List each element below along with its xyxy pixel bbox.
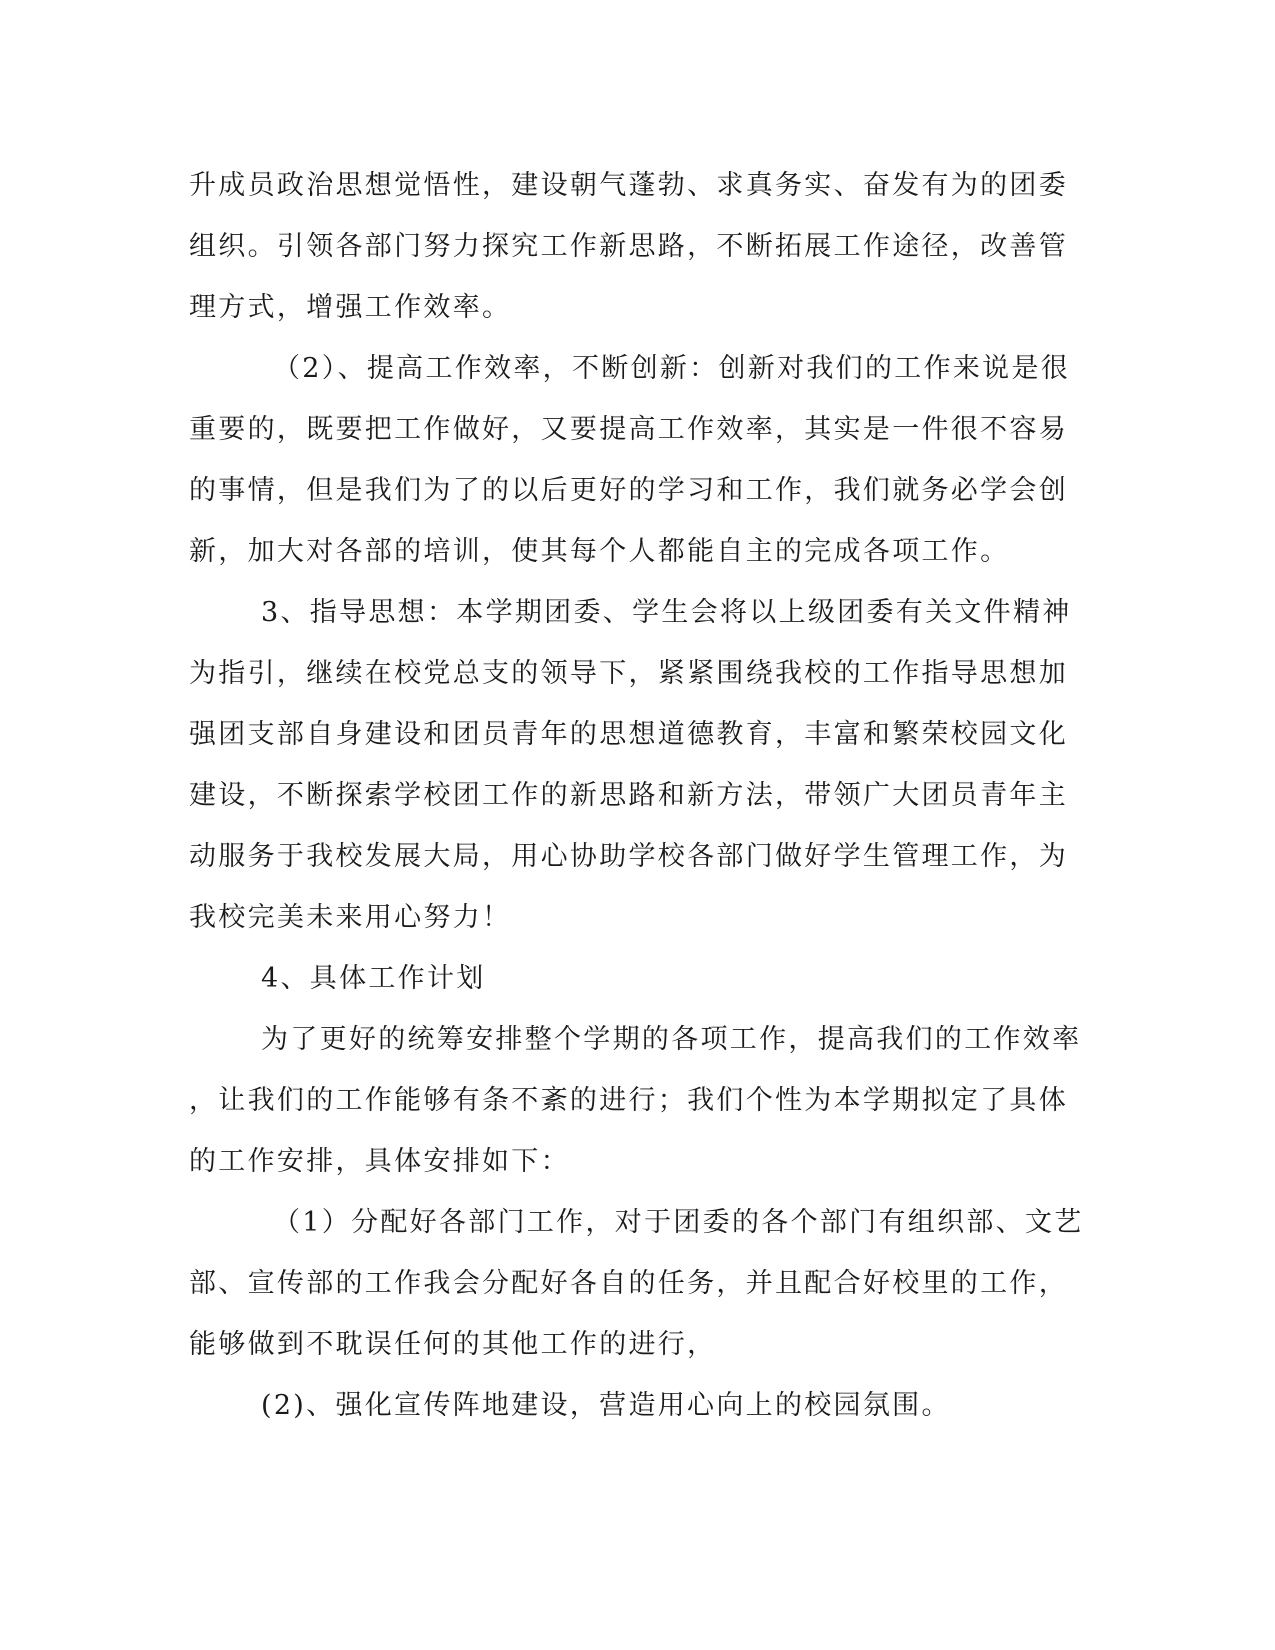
text-line-1: 升成员政治思想觉悟性，建设朝气蓬勃、求真务实、奋发有为的团委 bbox=[189, 170, 1068, 201]
text-line-17: 的工作安排，具体安排如下： bbox=[189, 1146, 570, 1177]
text-line-15: 为了更好的统筹安排整个学期的各项工作，提高我们的工作效率 bbox=[261, 1024, 1082, 1055]
text-line-11: 建设，不断探索学校团工作的新思路和新方法，带领广大团员青年主 bbox=[189, 780, 1068, 811]
document-body bbox=[189, 155, 1084, 1436]
text-line-12: 动服务于我校发展大局，用心协助学校各部门做好学生管理工作，为 bbox=[189, 841, 1068, 872]
text-line-5: 重要的，既要把工作做好，又要提高工作效率，其实是一件很不容易 bbox=[189, 414, 1068, 445]
text-line-3: 理方式，增强工作效率。 bbox=[189, 292, 512, 323]
text-line-10: 强团支部自身建设和团员青年的思想道德教育，丰富和繁荣校园文化 bbox=[189, 719, 1068, 750]
text-line-8: 3、指导思想：本学期团委、学生会将以上级团委有关文件精神 bbox=[261, 597, 1072, 628]
text-line-9: 为指引，继续在校党总支的领导下，紧紧围绕我校的工作指导思想加 bbox=[189, 658, 1068, 689]
text-line-2: 组织。引领各部门努力探究工作新思路，不断拓展工作途径，改善管 bbox=[189, 231, 1068, 262]
text-line-6: 的事情，但是我们为了的以后更好的学习和工作，我们就务必学会创 bbox=[189, 475, 1068, 506]
text-line-7: 新，加大对各部的培训，使其每个人都能自主的完成各项工作。 bbox=[189, 536, 1010, 567]
text-line-20: 能够做到不耽误任何的其他工作的进行， bbox=[189, 1329, 717, 1360]
text-line-19: 部、宣传部的工作我会分配好各自的任务，并且配合好校里的工作， bbox=[189, 1268, 1068, 1299]
text-line-13: 我校完美未来用心努力！ bbox=[189, 902, 512, 933]
text-line-16: ，让我们的工作能够有条不紊的进行；我们个性为本学期拟定了具体 bbox=[189, 1085, 1068, 1116]
section-heading: 4、具体工作计划 bbox=[261, 963, 486, 994]
text-line-21: (2)、强化宣传阵地建设，营造用心向上的校园氛围。 bbox=[261, 1390, 951, 1421]
text-line-18: （1）分配好各部门工作，对于团委的各个部门有组织部、文艺 bbox=[273, 1207, 1084, 1238]
text-line-4: （2）、提高工作效率，不断创新：创新对我们的工作来说是很 bbox=[273, 353, 1071, 384]
